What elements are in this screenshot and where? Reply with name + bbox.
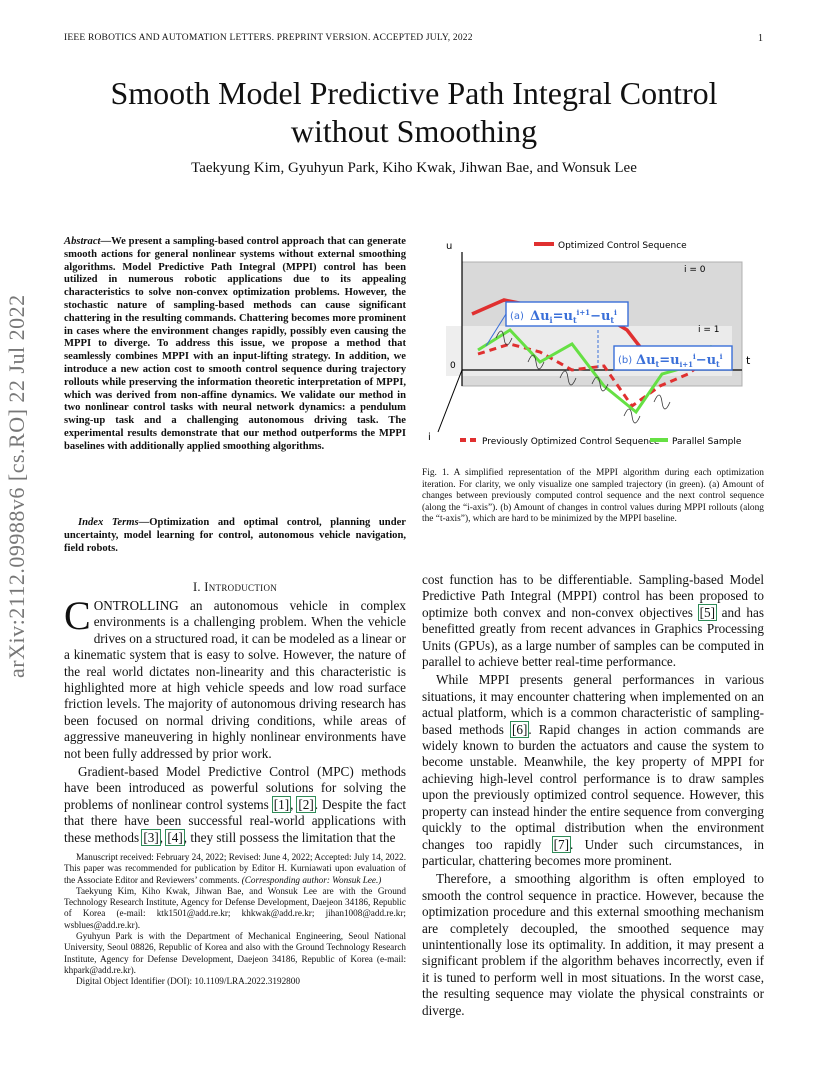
citation-link-3[interactable]: [3] [143, 829, 159, 845]
left-column-body [64, 593, 407, 848]
intro-paragraph-3 [422, 572, 764, 670]
text-run: Gradient-based Model Predictive Control (MPC) methods have been introduced as powerful solutions for solving the problems of nonlinear control systems [64, 764, 406, 812]
intro-paragraph-2 [64, 764, 406, 846]
annotation-b-label: (b) [618, 355, 633, 366]
intro-paragraph-1-text: ONTROLLING an autonomous vehicle in complex environments is a challenging problem. When the vehicle drives on a structured road, it can be modeled as a linear or a kinematic system that is easy to solve. However, the nature of the real world dictates non-linearity and this characteristic is highlighted more at high vehicle speeds and low road surface friction levels. The majority of autonomous driving research has been focused on normal driving conditions, while areas of aggressive maneuvering in highly nonlinear environments have not been fully addressed by prior work. [64, 598, 406, 761]
text-run: , they still possess the limitation that the [183, 829, 396, 845]
citation-link-1[interactable]: [1] [273, 796, 290, 812]
citation-link-7[interactable]: [7] [553, 836, 570, 852]
footnote-doi: Digital Object Identifier (DOI): 10.1109/LRA.2022.3192800 [76, 976, 300, 987]
text-run: . Rapid changes in action commands are widely known to burden the actuators and cause the system to become unstable. Meanwhile, the key property of MPPI for achieving high-level control performance is to draw samples upon the previously optimized control sequence. However, this property can instead hinder the entire sequence from converging quickly to the optimal distribution when the environment changes too rapidly [422, 721, 765, 852]
arxiv-stamp: arXiv:2112.09988v6 [cs.RO] 22 Jul 2022 [4, 294, 29, 678]
intro-paragraph-4 [422, 672, 764, 869]
running-header: IEEE ROBOTICS AND AUTOMATION LETTERS. PREPRINT VERSION. ACCEPTED JULY, 2022 [64, 33, 473, 43]
figure-1-mppi-diagram [422, 234, 762, 454]
text-run: , [290, 796, 298, 812]
right-column-body [422, 572, 764, 1021]
section-title: Introduction [204, 580, 278, 594]
author-list: Taekyung Kim, Gyuhyun Park, Kiho Kwak, Jihwan Bae, and Wonsuk Lee [191, 160, 637, 176]
distribution-bump [654, 395, 670, 409]
origin-label: 0 [450, 361, 456, 371]
text-run: , [159, 829, 167, 845]
abstract-lead: Abstract [64, 236, 101, 247]
citation-link-6[interactable]: [6] [511, 721, 528, 737]
page-number: 1 [758, 33, 763, 44]
index-terms-text: —Optimization and optimal control, planning under uncertainty, model learning for control, autonomous vehicle navigation, field robots. [64, 517, 406, 554]
corresponding-author: (Corresponding author: Wonsuk Lee.) [241, 874, 382, 885]
text-run: . Under such circumstances, in particular, chattering becomes more prominent. [422, 836, 764, 868]
intro-paragraph-5: Therefore, a smoothing algorithm is often employed to smooth the control sequence in practice. However, because the optimization procedure and this external smoothing mechanism are completely decoupled, the smoothed sequence may unintentionally lose its optimality. In addition, it may present a significant problem if the algorithm behaves incorrectly, even if it is tuned to perform well in most situations. In the worst case, the resulting sequence may violate the physical constraints or diverge. [422, 871, 764, 1018]
citation-link-4[interactable]: [4] [167, 829, 183, 845]
intro-paragraph-1 [64, 593, 406, 762]
text-run: cost function has to be differentiable. Sampling-based Model Predictive Path Integral (MPPI) control has been proposed to optimize both convex and non-convex objectives [422, 572, 764, 620]
index-terms [64, 517, 406, 555]
annotation-a-label: (a) [510, 311, 524, 322]
index-terms-lead: Index Terms [78, 517, 139, 528]
abstract [64, 236, 406, 454]
paper-title: Smooth Model Predictive Path Integral Control without Smoothing [110, 75, 718, 149]
plane-i0-label: i = 0 [684, 265, 706, 275]
drop-cap: C [64, 593, 91, 638]
text-run: While MPPI presents general performances in various situations, it may encounter chattering when implemented on an actual platform, which is a common characteristic of sampling-based methods [422, 672, 764, 737]
footnote-affiliation-2: Gyuhyun Park is with the Department of Mechanical Engineering, Seoul National University, Seoul 08826, Republic of Korea and also with the Ground Technology Research Institute, Agency for Defense Development, Daejeon 34186, Republic of Korea (e-mail: khpark@add.re.kr). [64, 931, 406, 975]
annotation-b-formula: $\Delta u_t=u_{i+1}^i-u_t^i$ [636, 352, 723, 369]
citation-link-2[interactable]: [2] [298, 796, 314, 812]
figure-caption: Fig. 1. A simplified representation of the MPPI algorithm during each optimization iteration. For clarity, we only visualize one sampled trajectory (in green). (a) Amount of changes between previously computed control sequence and the next control sequence (along the “i-axis”). (b) Amount of changes in control values during MPPI rollouts (along the “t-axis”), which are hard to be minimized by the MPPI baseline. [422, 468, 764, 525]
plane-i1-label: i = 1 [698, 325, 720, 335]
footnote-text: Manuscript received: February 24, 2022; Revised: June 4, 2022; Accepted: July 14, 2022. This paper was recommended for publication by Editor H. Kurniawati upon evaluation of the Associate Editor and Reviewers’ comments. [64, 852, 406, 885]
i-axis-label: i [428, 432, 431, 443]
abstract-text: —We present a sampling-based control approach that can generate smooth actions for general nonlinear systems without external smoothing algorithms. Model Predictive Path Integral (MPPI) control has been utilized in numerous robotic applications due to its appealing characteristics to solve non-convex optimization problems. However, the stochastic nature of sampling-based methods can cause significant chattering in the resulting commands. Chattering becomes more prominent in cases where the environment changes rapidly, possibly even causing the MPPI to diverge. To address this issue, we propose a method that seamlessly combines MPPI with an input-lifting strategy. In addition, we introduce a new action cost to smooth control sequence during trajectory rollouts while preserving the information theoretic interpretation of MPPI, which was derived from non-affine dynamics. We validate our method in two nonlinear control tasks with neural network dynamics: a pendulum swing-up task and a challenging autonomous driving task. The experimental results demonstrate that our method outperforms the MPPI baselines with additionally applied smoothing algorithms. [64, 236, 406, 452]
footnote-affiliation-1: Taekyung Kim, Kiho Kwak, Jihwan Bae, and Wonsuk Lee are with the Ground Technology Research Institute, Agency for Defense Development, Daejeon 34186, Republic of Korea (e-mail: ktk1501@add.re.kr; khkwak@add.re.kr; jihan1008@add.re.kr; wsblues@add.re.kr). [64, 885, 406, 930]
footnote-manuscript [64, 852, 406, 886]
legend-optimized-label: Optimized Control Sequence [558, 241, 687, 251]
legend-previous-label: Previously Optimized Control Sequence [482, 437, 660, 447]
citation-link-5[interactable]: [5] [699, 604, 715, 620]
section-heading [64, 580, 406, 595]
text-run: . Despite the fact that there have been successful real-world applications with these methods [64, 796, 407, 845]
legend-parallel-label: Parallel Sample [672, 437, 742, 447]
section-number: I. [192, 580, 205, 594]
i-axis [438, 370, 462, 432]
footnotes [64, 852, 406, 988]
t-axis-label: t [746, 354, 751, 367]
annotation-a-formula: $\Delta u_i=u_t^{i+1}-u_t^i$ [530, 308, 617, 325]
text-run: and has benefitted greatly from recent advances in Graphics Processing Units (GPUs), as a large number of samples can be computed in parallel to achieve better real-time performance. [422, 604, 764, 670]
u-axis-label: u [446, 241, 453, 252]
